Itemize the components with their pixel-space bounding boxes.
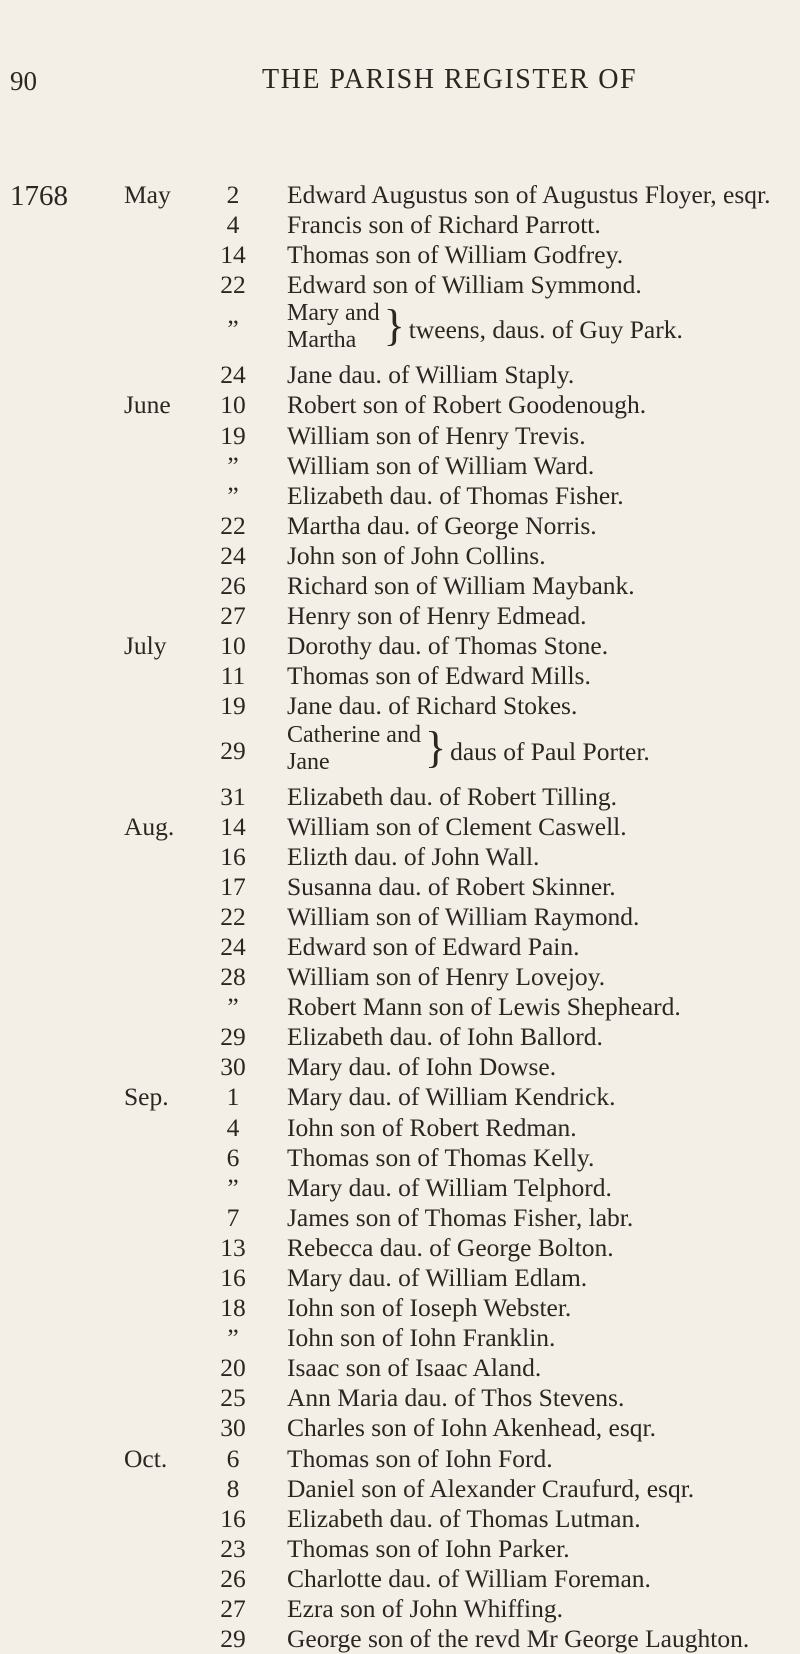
register-entry <box>0 1203 800 1233</box>
register-entries <box>0 180 800 1654</box>
entry-day: 29 <box>220 735 246 765</box>
entry-day: 29 <box>220 1022 246 1052</box>
brace-glyph: } <box>383 301 405 351</box>
entry-day: 30 <box>220 1052 246 1082</box>
entry-text: Robert Mann son of Lewis Shepheard. <box>287 992 681 1022</box>
entry-day: 23 <box>220 1533 246 1563</box>
entry-day: 4 <box>226 210 240 240</box>
entry-day: 22 <box>220 510 246 540</box>
entry-month: Oct. <box>124 1443 168 1473</box>
entry-day: ” <box>227 1172 239 1202</box>
entry-suffix: tweens, daus. of Guy Park. <box>408 315 683 345</box>
register-entry <box>0 1444 800 1474</box>
entry-text: Jane dau. of Richard Stokes. <box>287 691 578 721</box>
register-entry <box>0 451 800 481</box>
register-entry <box>0 1323 800 1353</box>
entry-day: 6 <box>226 1443 240 1473</box>
entry-day: 7 <box>226 1202 240 1232</box>
entry-text: William son of Henry Trevis. <box>287 420 586 450</box>
entry-day: ” <box>227 314 239 344</box>
entry-text: Elizth dau. of John Wall. <box>287 841 540 871</box>
entry-day: 24 <box>220 360 246 390</box>
page-number: 90 <box>10 66 37 96</box>
entry-day: 30 <box>220 1413 246 1443</box>
register-entry <box>0 300 800 360</box>
register-entry <box>0 571 800 601</box>
entry-day: ” <box>227 992 239 1022</box>
entry-text: Ann Maria dau. of Thos Stevens. <box>287 1383 625 1413</box>
register-entry <box>0 992 800 1022</box>
register-entry <box>0 270 800 300</box>
entry-text: John son of John Collins. <box>287 540 546 570</box>
twin-name: Martha <box>287 327 357 354</box>
register-entry <box>0 210 800 240</box>
register-entry <box>0 1353 800 1383</box>
entry-text: Mary dau. of William Edlam. <box>287 1263 588 1292</box>
entry-text: Thomas son of William Godfrey. <box>287 240 624 270</box>
entry-text <box>287 300 683 354</box>
entry-day: 22 <box>220 901 246 931</box>
register-entry <box>0 511 800 541</box>
entry-month: June <box>124 390 171 420</box>
entry-day: 31 <box>220 781 246 811</box>
entry-day: 22 <box>220 270 246 300</box>
register-entry <box>0 1233 800 1263</box>
twin-name: Catherine and <box>287 721 421 748</box>
entry-text: William son of Clement Caswell. <box>287 811 627 841</box>
register-entry <box>0 1624 800 1654</box>
entry-text: Elizabeth dau. of Thomas Lutman. <box>287 1503 641 1533</box>
register-entry <box>0 631 800 661</box>
entry-text: Thomas son of Iohn Ford. <box>287 1443 553 1473</box>
entry-text: Thomas son of Thomas Kelly. <box>287 1142 595 1172</box>
entry-text: Mary dau. of Iohn Dowse. <box>287 1052 557 1082</box>
entry-text: Edward Augustus son of Augustus Floyer, esqr. <box>287 180 771 209</box>
entry-month: Aug. <box>124 811 175 841</box>
entry-day: 14 <box>220 811 246 841</box>
entry-day: 19 <box>220 691 246 721</box>
entry-text: Daniel son of Alexander Craufurd, esqr. <box>287 1473 695 1503</box>
register-entry <box>0 541 800 571</box>
register-entry <box>0 1022 800 1052</box>
entry-month: July <box>124 631 167 661</box>
entry-text: Isaac son of Isaac Aland. <box>287 1353 542 1383</box>
entry-day: 25 <box>220 1383 246 1413</box>
register-entry <box>0 932 800 962</box>
register-entry <box>0 1474 800 1504</box>
register-entry <box>0 1143 800 1173</box>
register-entry <box>0 1413 800 1443</box>
entry-text: Dorothy dau. of Thomas Stone. <box>287 631 609 661</box>
entry-text: Elizabeth dau. of Thomas Fisher. <box>287 480 624 510</box>
register-entry <box>0 240 800 270</box>
entry-day: ” <box>227 480 239 510</box>
entry-text: William son of William Raymond. <box>287 901 640 931</box>
register-entry <box>0 1504 800 1534</box>
entry-day: 26 <box>220 1563 246 1593</box>
entry-text: Mary dau. of William Kendrick. <box>287 1082 616 1112</box>
entry-text: George son of the revd Mr George Laughton. <box>287 1624 750 1654</box>
entry-text: Elizabeth dau. of Iohn Ballord. <box>287 1022 603 1052</box>
year-label: 1768 <box>10 180 68 212</box>
entry-month: May <box>124 180 171 209</box>
entry-day: 2 <box>226 180 240 209</box>
twin-name: Mary and <box>287 300 380 327</box>
register-entry <box>0 360 800 390</box>
entry-text: Francis son of Richard Parrott. <box>287 210 601 240</box>
entry-text: William son of Henry Lovejoy. <box>287 962 606 992</box>
entry-text: Thomas son of Edward Mills. <box>287 661 591 691</box>
register-entry <box>0 962 800 992</box>
entry-text: Charlotte dau. of William Foreman. <box>287 1563 651 1593</box>
register-entry <box>0 872 800 902</box>
entry-day: 28 <box>220 962 246 992</box>
register-entry <box>0 902 800 932</box>
entry-day: 16 <box>220 1503 246 1533</box>
entry-day: 16 <box>220 841 246 871</box>
register-entry <box>0 842 800 872</box>
entry-text: Rebecca dau. of George Bolton. <box>287 1232 614 1262</box>
entry-day: 13 <box>220 1232 246 1262</box>
entry-month: Sep. <box>124 1082 169 1112</box>
entry-text: Mary dau. of William Telphord. <box>287 1172 612 1202</box>
entry-day: 1 <box>226 1082 240 1112</box>
register-entry <box>0 1082 800 1112</box>
register-entry <box>0 481 800 511</box>
entry-day: 11 <box>220 661 246 691</box>
entry-text: Ezra son of John Whiffing. <box>287 1594 563 1624</box>
register-entry <box>0 782 800 812</box>
register-entry <box>0 691 800 721</box>
entry-text: Iohn son of Iohn Franklin. <box>287 1323 556 1353</box>
entry-text: Iohn son of Robert Redman. <box>287 1112 577 1142</box>
register-entry <box>0 1052 800 1082</box>
entry-text: Richard son of William Maybank. <box>287 571 635 601</box>
entry-text: Henry son of Henry Edmead. <box>287 601 587 631</box>
entry-text: James son of Thomas Fisher, labr. <box>287 1202 634 1232</box>
entry-day: ” <box>227 1323 239 1353</box>
twin-name: Jane <box>287 748 330 775</box>
entry-text: Edward son of William Symmond. <box>287 270 642 300</box>
entry-text: Elizabeth dau. of Robert Tilling. <box>287 781 618 811</box>
entry-day: 20 <box>220 1353 246 1383</box>
register-entry <box>0 661 800 691</box>
entry-text: Jane dau. of William Staply. <box>287 360 575 390</box>
entry-suffix: daus of Paul Porter. <box>450 736 650 766</box>
entry-text: Charles son of Iohn Akenhead, esqr. <box>287 1413 656 1443</box>
twin-names <box>287 300 380 354</box>
entry-text: Robert son of Robert Goodenough. <box>287 390 647 420</box>
register-entry <box>0 722 800 782</box>
entry-day: 26 <box>220 571 246 601</box>
register-entry <box>0 1263 800 1293</box>
entry-day: 14 <box>220 240 246 270</box>
entry-day: 10 <box>220 390 246 420</box>
register-entry <box>0 390 800 420</box>
register-entry <box>0 1113 800 1143</box>
entry-day: 24 <box>220 540 246 570</box>
entry-day: 27 <box>220 1594 246 1624</box>
entry-day: 6 <box>226 1142 240 1172</box>
register-entry <box>0 180 800 210</box>
entry-text: Susanna dau. of Robert Skinner. <box>287 871 616 901</box>
entry-day: 18 <box>220 1293 246 1323</box>
register-entry <box>0 1293 800 1323</box>
register-entry <box>0 1383 800 1413</box>
entry-text: Martha dau. of George Norris. <box>287 510 597 540</box>
register-entry <box>0 421 800 451</box>
twin-names <box>287 722 421 776</box>
entry-day: 27 <box>220 601 246 631</box>
entry-text: Edward son of Edward Pain. <box>287 931 580 961</box>
entry-day: 17 <box>220 871 246 901</box>
brace-glyph: } <box>424 722 447 772</box>
entry-text: Thomas son of Iohn Parker. <box>287 1533 570 1563</box>
register-entry <box>0 1173 800 1203</box>
running-head: THE PARISH REGISTER OF <box>262 64 638 95</box>
entry-text <box>287 722 650 776</box>
entry-day: 16 <box>220 1263 246 1292</box>
entry-day: 19 <box>220 420 246 450</box>
entry-day: 4 <box>226 1112 240 1142</box>
entry-day: 8 <box>226 1473 240 1503</box>
entry-day: 24 <box>220 931 246 961</box>
entry-day: 10 <box>220 631 246 661</box>
register-entry <box>0 1594 800 1624</box>
entry-text: Iohn son of Ioseph Webster. <box>287 1293 572 1323</box>
register-entry <box>0 1564 800 1594</box>
register-entry <box>0 812 800 842</box>
entry-day: 29 <box>220 1624 246 1654</box>
register-entry <box>0 601 800 631</box>
entry-day: ” <box>227 450 239 480</box>
register-entry <box>0 1534 800 1564</box>
entry-text: William son of William Ward. <box>287 450 595 480</box>
